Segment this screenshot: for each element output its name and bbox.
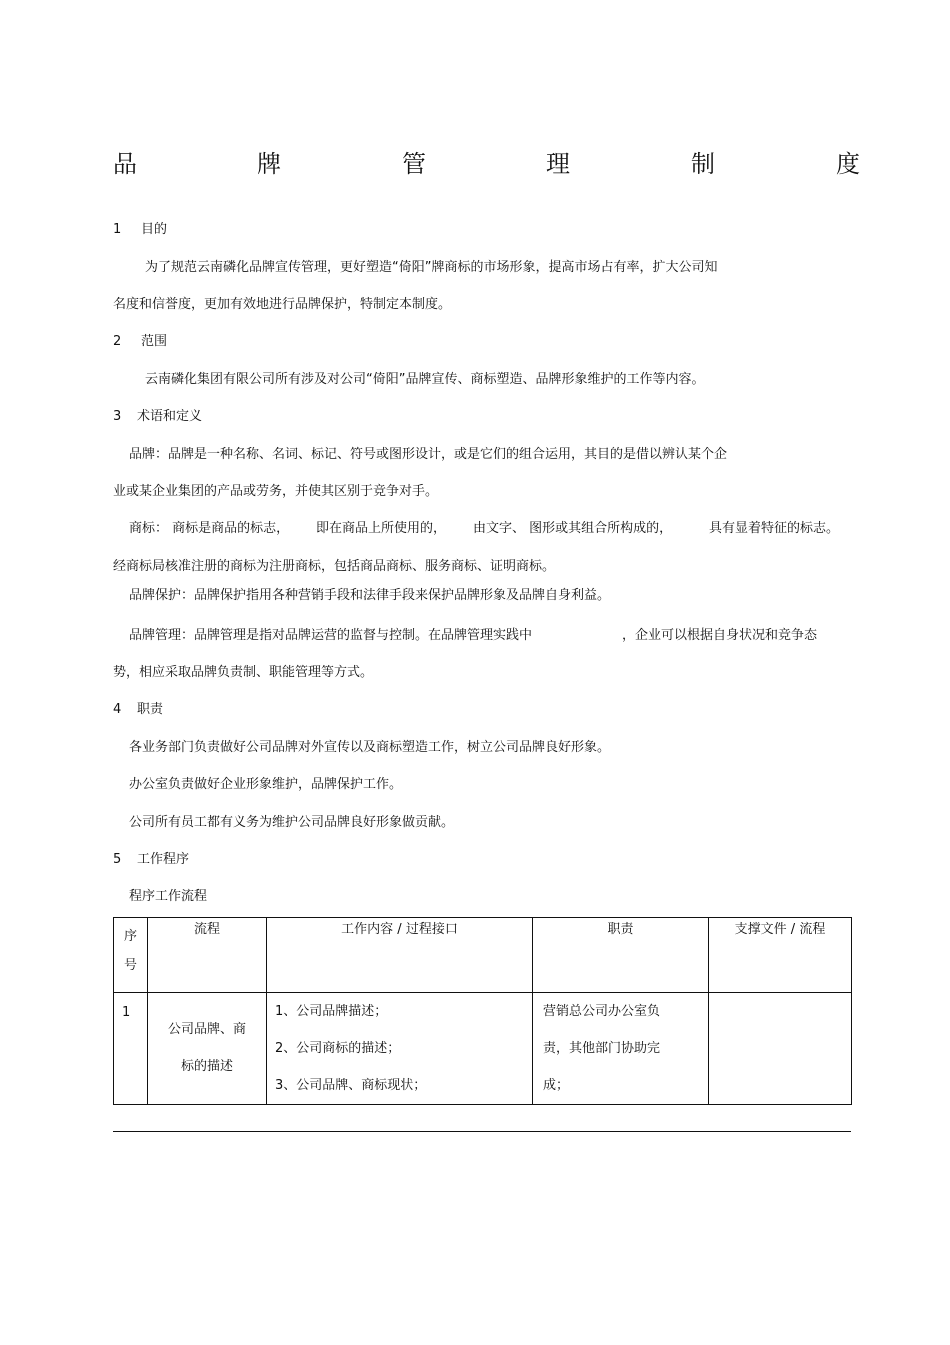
title-char: 度 — [836, 150, 860, 178]
cell-duty: 营销总公司办公室负 责，其他部门协助完 成； — [533, 993, 709, 1105]
definition-brand-protection: 品牌保护：品牌保护指用各种营销手段和法律手段来保护品牌形象及品牌自身利益。 — [129, 588, 611, 603]
section-heading: 工作程序 — [137, 852, 190, 867]
header-flow: 流程 — [148, 918, 267, 993]
page-divider — [113, 1131, 851, 1132]
paragraph-fragment: ，企业可以根据自身状况和竞争态 — [622, 628, 818, 643]
paragraph-line: 云南磷化集团有限公司所有涉及对公司“倚阳”品牌宣传、商标塑造、品牌形象维护的工作等内容。 — [145, 372, 705, 387]
paragraph-fragment: 具有显着特征的标志。 — [709, 521, 840, 536]
title-char: 品 — [113, 150, 137, 178]
section-number: 2 — [113, 334, 122, 349]
paragraph-fragment: 即在商品上所使用的， — [316, 521, 447, 536]
cell-no: 1 — [114, 993, 148, 1105]
title-char: 制 — [691, 150, 715, 178]
paragraph-line: 办公室负责做好企业形象维护，品牌保护工作。 — [129, 777, 403, 792]
table-row — [114, 993, 852, 1105]
paragraph-line: 公司所有员工都有义务为维护公司品牌良好形象做贡献。 — [129, 815, 455, 830]
section-number: 4 — [113, 702, 122, 717]
title-char: 牌 — [257, 150, 281, 178]
definition-brand-management: 品牌管理：品牌管理是指对品牌运营的监督与控制。在品牌管理实践中 — [129, 628, 533, 643]
section-number: 1 — [113, 222, 122, 237]
paragraph-line: 势，相应采取品牌负责制、职能管理等方式。 — [113, 665, 374, 680]
process-table — [113, 917, 852, 1105]
cell-content: 1、公司品牌描述； 2、公司商标的描述； 3、公司品牌、商标现状； — [267, 993, 533, 1105]
header-duty: 职责 — [533, 918, 709, 993]
section-heading: 职责 — [137, 702, 164, 717]
header-no: 序 号 — [114, 918, 148, 993]
section-heading: 术语和定义 — [137, 409, 203, 424]
paragraph-line: 为了规范云南磷化品牌宣传管理，更好塑造“倚阳”牌商标的市场形象，提高市场占有率，扩大公司知 — [145, 260, 718, 275]
paragraph-line: 名度和信誉度，更加有效地进行品牌保护，特制定本制度。 — [113, 297, 452, 312]
header-docs: 支撑文件 / 流程 — [709, 918, 852, 993]
section-number: 3 — [113, 409, 122, 424]
title-char: 理 — [546, 150, 570, 178]
section-heading: 范围 — [141, 334, 168, 349]
table-header-row — [114, 918, 852, 993]
section-heading: 目的 — [141, 222, 168, 237]
table-caption: 程序工作流程 — [129, 889, 208, 904]
cell-flow: 公司品牌、商 标的描述 — [148, 993, 267, 1105]
section-number: 5 — [113, 852, 122, 867]
cell-docs — [709, 993, 852, 1105]
definition-brand: 品牌：品牌是一种名称、名词、标记、符号或图形设计，或是它们的组合运用，其目的是借以辨认某个企 — [129, 447, 728, 462]
header-content: 工作内容 / 过程接口 — [267, 918, 533, 993]
paragraph-fragment: 由文字、 图形或其组合所构成的， — [473, 521, 673, 536]
paragraph-line: 各业务部门负责做好公司品牌对外宣传以及商标塑造工作，树立公司品牌良好形象。 — [129, 740, 611, 755]
paragraph-line: 经商标局核准注册的商标为注册商标，包括商品商标、服务商标、证明商标。 — [113, 559, 556, 574]
definition-trademark: 商标： 商标是商品的标志， — [129, 521, 290, 536]
paragraph-line: 业或某企业集团的产品或劳务，并使其区别于竞争对手。 — [113, 484, 439, 499]
title-char: 管 — [402, 150, 426, 178]
